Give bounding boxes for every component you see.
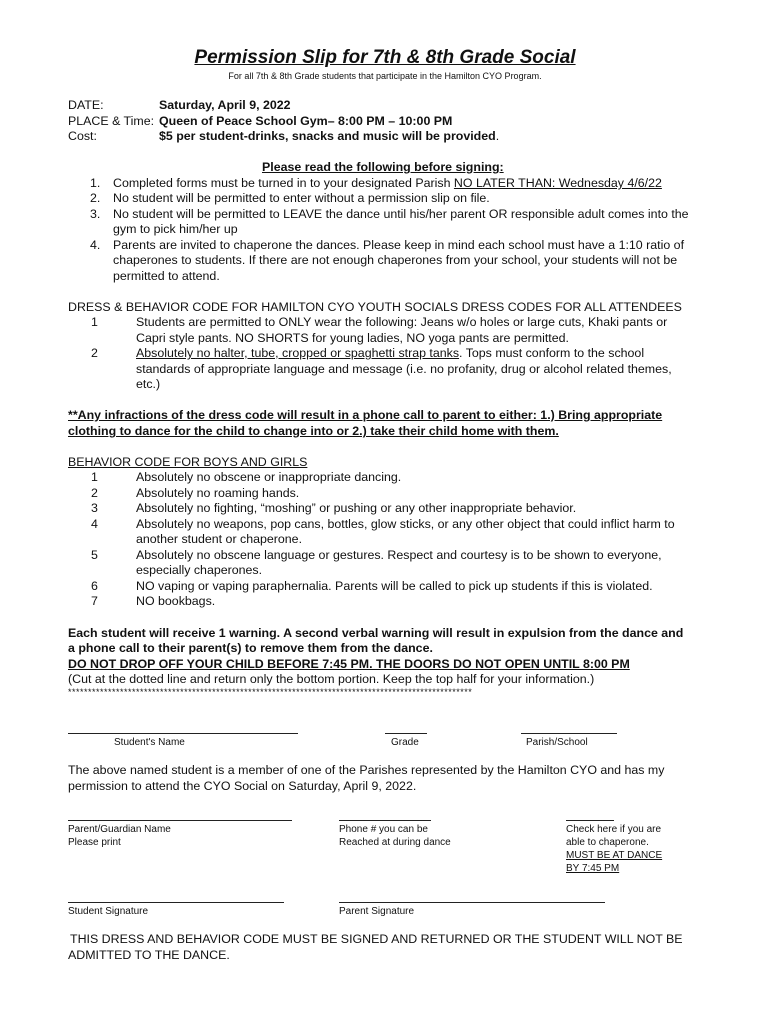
rule-text-line: Completed forms must be turned in to your designated Parish: [113, 176, 454, 190]
cost-label: Cost:: [68, 129, 97, 143]
behavior-number: 5: [91, 548, 98, 562]
warning-text: Each student will receive 1 warning. A second verbal warning will result in expulsion from the dance and: [68, 626, 684, 640]
rule-number: 1.: [90, 176, 101, 190]
student-signature-label: Student Signature: [68, 906, 149, 917]
dress-text: standards of appropriate language and message (i.e. no profanity, drug or alcohol related themes,: [136, 362, 672, 376]
behavior-text: another student or chaperone.: [136, 532, 303, 546]
rule-number: 4.: [90, 238, 101, 252]
grade-line[interactable]: [385, 733, 427, 734]
rule-text: [113, 176, 662, 192]
prohibited-tops: Absolutely no halter, tube, cropped or spaghetti strap tanks: [136, 346, 460, 360]
place-label: PLACE & Time:: [68, 114, 155, 128]
phone-sublabel: Reached at during dance: [339, 837, 451, 848]
dress-text: [136, 346, 644, 362]
chaperone-requirement: BY 7:45 PM: [566, 863, 620, 874]
footer-notice: ADMITTED TO THE DANCE.: [68, 948, 230, 962]
grade-label: Grade: [391, 737, 419, 748]
behavior-text: especially chaperones.: [136, 563, 263, 577]
rule-text: No student will be permitted to LEAVE the dance until his/her parent OR responsible adult comes into the: [113, 207, 689, 221]
behavior-heading: BEHAVIOR CODE FOR BOYS AND GIRLS: [68, 455, 308, 469]
parish-label: Parish/School: [526, 737, 588, 748]
guardian-name-sublabel: Please print: [68, 837, 121, 848]
page-title: Permission Slip for 7th & 8th Grade Social: [194, 47, 576, 68]
dress-number: 1: [91, 315, 98, 329]
deadline-text: NO LATER THAN: Wednesday 4/6/22: [453, 176, 662, 190]
dress-text: etc.): [136, 377, 161, 391]
doors-notice: DO NOT DROP OFF YOUR CHILD BEFORE 7:45 PM. THE DOORS DO NOT OPEN UNTIL 8:00 PM: [68, 657, 630, 671]
cut-line: *****************************************************************************************************: [68, 687, 473, 697]
behavior-text: Absolutely no obscene or inappropriate dancing.: [136, 470, 402, 484]
rule-text: chaperones to students. If there are not enough chaperones from your school, your students will not be: [113, 253, 678, 267]
date-label: DATE:: [68, 98, 104, 112]
chaperone-requirement: MUST BE AT DANCE: [566, 850, 663, 861]
chaperone-label: Check here if you are: [566, 824, 662, 835]
behavior-number: 7: [91, 594, 98, 608]
chaperone-label: able to chaperone.: [566, 837, 649, 848]
behavior-text: Absolutely no roaming hands.: [136, 486, 300, 500]
dress-text-line: . Tops must conform to the school: [459, 346, 645, 360]
infractions-text: **Any infractions of the dress code will result in a phone call to parent to either: 1.) Bring appropriate: [68, 408, 663, 422]
behavior-number: 1: [91, 470, 98, 484]
read-heading: Please read the following before signing:: [262, 160, 504, 174]
behavior-text: Absolutely no fighting, “moshing” or pushing or any other inappropriate behavior.: [136, 501, 577, 515]
behavior-number: 6: [91, 579, 98, 593]
footer-notice: THIS DRESS AND BEHAVIOR CODE MUST BE SIGNED AND RETURNED OR THE STUDENT WILL NOT BE: [70, 932, 683, 946]
behavior-number: 3: [91, 501, 98, 515]
rule-number: 3.: [90, 207, 101, 221]
behavior-number: 2: [91, 486, 98, 500]
parent-signature-label: Parent Signature: [339, 906, 415, 917]
dress-number: 2: [91, 346, 98, 360]
guardian-name-line[interactable]: [68, 820, 292, 821]
student-name-label: Student's Name: [114, 737, 185, 748]
behavior-number: 4: [91, 517, 98, 531]
dress-text: Capri style pants. NO SHORTS for young ladies, NO yoga pants are permitted.: [136, 331, 569, 345]
rule-number: 2.: [90, 191, 101, 205]
guardian-name-label: Parent/Guardian Name: [68, 824, 171, 835]
permission-statement: permission to attend the CYO Social on Saturday, April 9, 2022.: [68, 779, 417, 793]
behavior-text: Absolutely no obscene language or gestures. Respect and courtesy is to be shown to everyone,: [136, 548, 662, 562]
chaperone-check-line[interactable]: [566, 820, 614, 821]
rule-text: Parents are invited to chaperone the dances. Please keep in mind each school must have a 1:10 ratio of: [113, 238, 685, 252]
page-subtitle: For all 7th & 8th Grade students that participate in the Hamilton CYO Program.: [228, 71, 542, 81]
dress-heading: DRESS & BEHAVIOR CODE FOR HAMILTON CYO YOUTH SOCIALS DRESS CODES FOR ALL ATTENDEES: [68, 300, 682, 314]
behavior-text: NO vaping or vaping paraphernalia. Parents will be called to pick up students if this is violated.: [136, 579, 653, 593]
phone-label: Phone # you can be: [339, 824, 428, 835]
cut-instructions: (Cut at the dotted line and return only the bottom portion. Keep the top half for your information.): [68, 672, 595, 686]
behavior-text: NO bookbags.: [136, 594, 216, 608]
dress-text: Students are permitted to ONLY wear the following: Jeans w/o holes or large cuts, Khaki pants or: [136, 315, 668, 329]
infractions-text: clothing to dance for the child to change into or 2.) take their child home with them.: [68, 424, 559, 438]
parish-line[interactable]: [521, 733, 617, 734]
date-value: Saturday, April 9, 2022: [159, 98, 291, 112]
place-value: Queen of Peace School Gym– 8:00 PM – 10:00 PM: [159, 114, 453, 128]
warning-text: a phone call to their parent(s) to remove them from the dance.: [68, 641, 433, 655]
rule-text: No student will be permitted to enter without a permission slip on file.: [113, 191, 490, 205]
cost-value: $5 per student-drinks, snacks and music will be provided: [159, 129, 496, 143]
rule-text: gym to pick him/her up: [113, 222, 238, 236]
rule-text: permitted to attend.: [113, 269, 220, 283]
permission-statement: The above named student is a member of one of the Parishes represented by the Hamilton CYO and has my: [68, 763, 665, 777]
cost-line: [159, 129, 499, 145]
cost-period: .: [495, 129, 500, 143]
student-name-line[interactable]: [68, 733, 298, 734]
parent-signature-line[interactable]: [339, 902, 605, 903]
student-signature-line[interactable]: [68, 902, 284, 903]
behavior-text: Absolutely no weapons, pop cans, bottles, glow sticks, or any other object that could inflict harm to: [136, 517, 675, 531]
phone-line[interactable]: [339, 820, 431, 821]
